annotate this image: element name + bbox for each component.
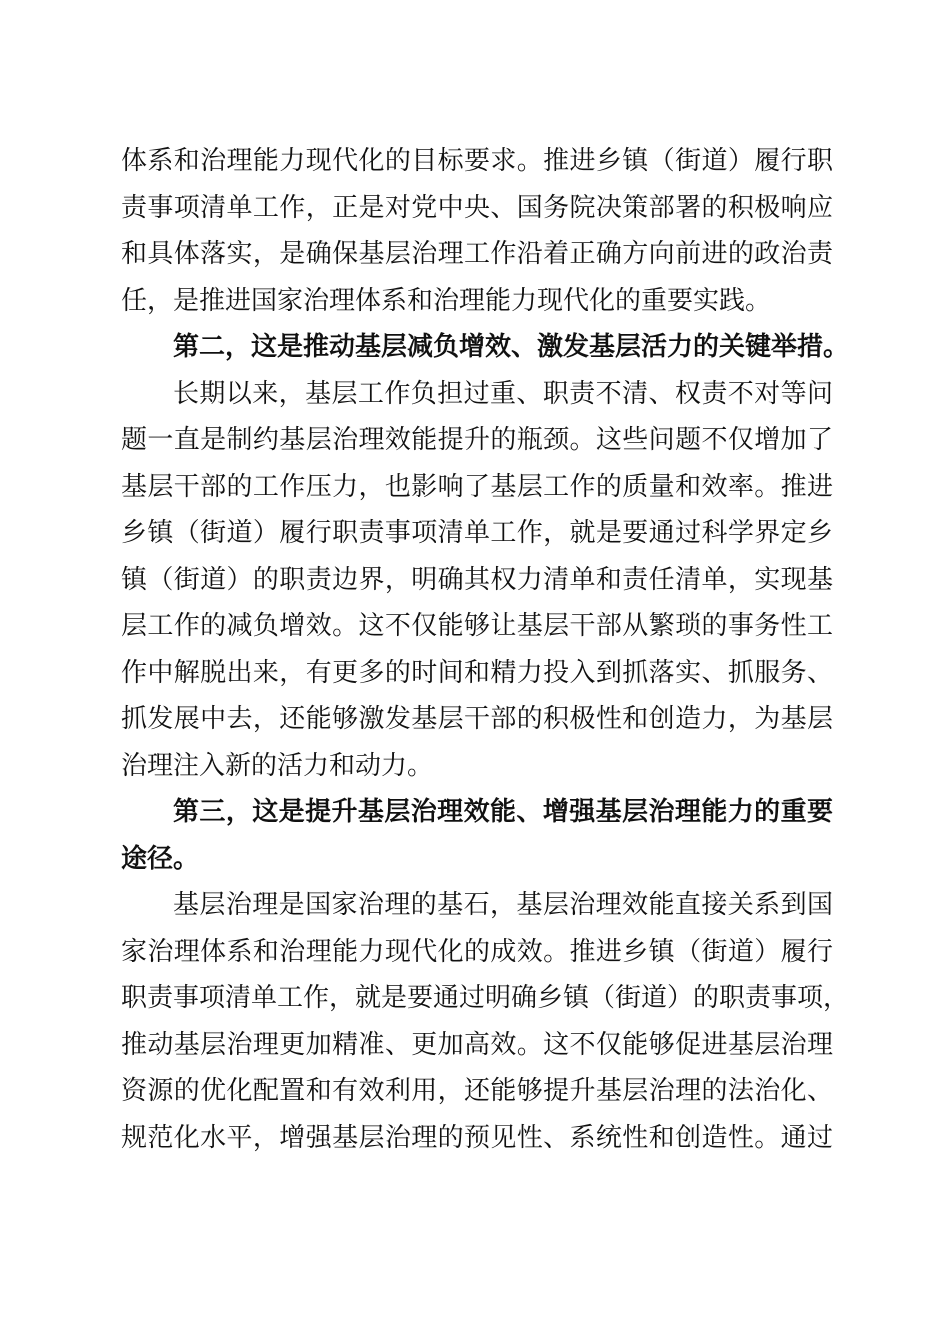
text-line: 和具体落实，是确保基层治理工作沿着正确方向前进的政治责 <box>121 239 833 269</box>
section-heading: 第三，这是提升基层治理效能、增强基层治理能力的重要 <box>173 797 833 827</box>
text-line: 基层治理是国家治理的基石，基层治理效能直接关系到国 <box>173 890 833 920</box>
text-line: 家治理体系和治理能力现代化的成效。推进乡镇（街道）履行 <box>121 936 833 967</box>
text-line: 推动基层治理更加精准、更加高效。这不仅能够促进基层治理 <box>121 1029 833 1060</box>
text-line: 题一直是制约基层治理效能提升的瓶颈。这些问题不仅增加了 <box>121 425 833 455</box>
text-line: 体系和治理能力现代化的目标要求。推进乡镇（街道）履行职 <box>121 146 833 176</box>
text-line: 层工作的减负增效。这不仅能够让基层干部从繁琐的事务性工 <box>121 611 833 641</box>
text-line: 作中解脱出来，有更多的时间和精力投入到抓落实、抓服务、 <box>121 657 833 688</box>
text-line: 基层干部的工作压力，也影响了基层工作的质量和效率。推进 <box>121 471 833 502</box>
text-line: 长期以来，基层工作负担过重、职责不清、权责不对等问 <box>173 378 833 409</box>
section-heading: 途径。 <box>121 843 200 874</box>
text-line: 规范化水平，增强基层治理的预见性、系统性和创造性。通过 <box>121 1122 833 1153</box>
text-line: 职责事项清单工作，就是要通过明确乡镇（街道）的职责事项， <box>121 983 850 1013</box>
section-heading: 第二，这是推动基层减负增效、激发基层活力的关键举措。 <box>173 332 850 362</box>
text-line: 治理注入新的活力和动力。 <box>121 750 434 781</box>
text-line: 抓发展中去，还能够激发基层干部的积极性和创造力，为基层 <box>121 704 833 734</box>
text-line: 乡镇（街道）履行职责事项清单工作，就是要通过科学界定乡 <box>121 518 833 548</box>
text-line: 资源的优化配置和有效利用，还能够提升基层治理的法治化、 <box>121 1076 833 1106</box>
text-line: 任，是推进国家治理体系和治理能力现代化的重要实践。 <box>121 285 772 316</box>
text-line: 责事项清单工作，正是对党中央、国务院决策部署的积极响应 <box>121 192 833 223</box>
text-line: 镇（街道）的职责边界，明确其权力清单和责任清单，实现基 <box>121 564 833 595</box>
document-body <box>121 138 850 1161</box>
